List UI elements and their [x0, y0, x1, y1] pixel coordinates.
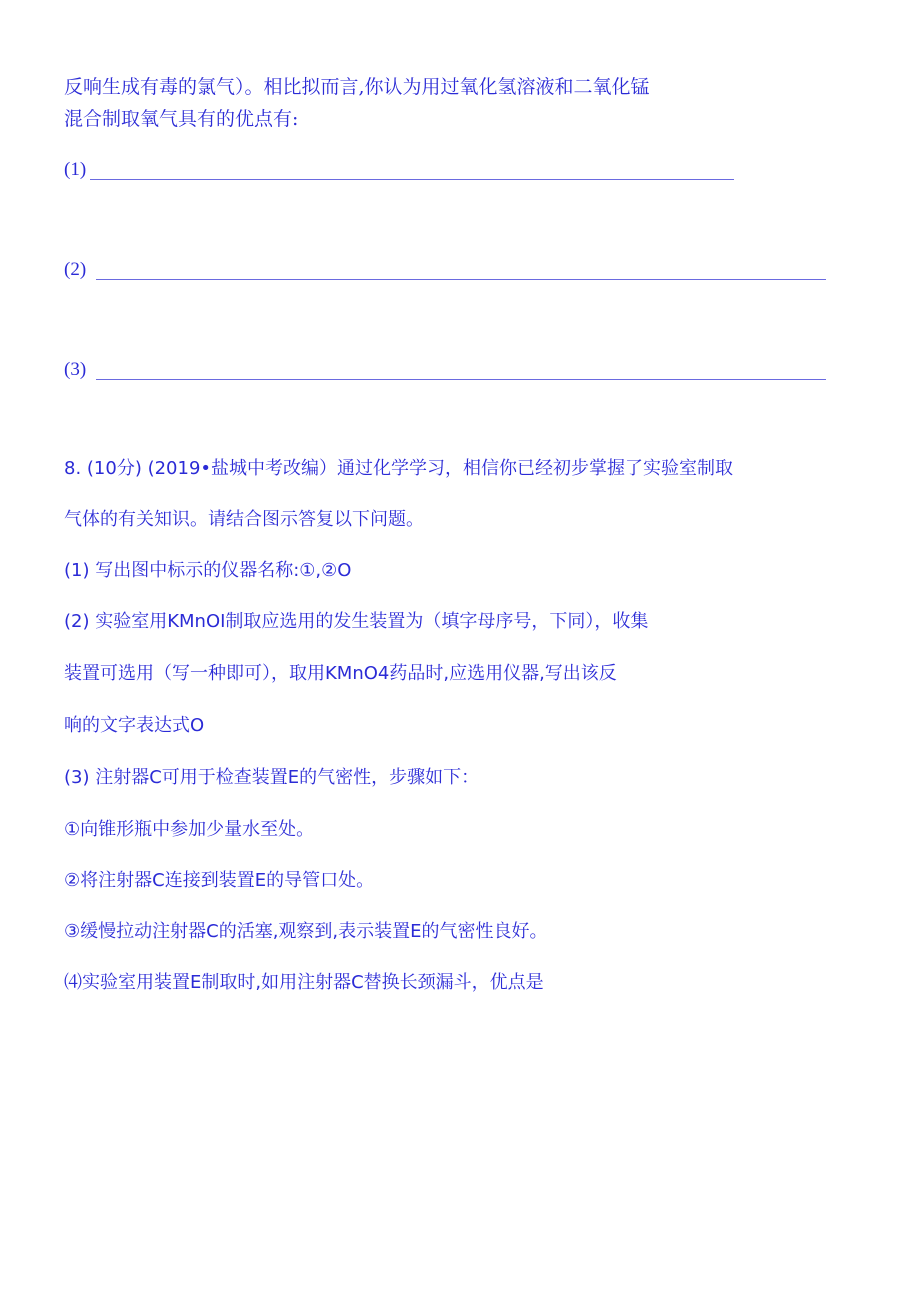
answer-blank-underline	[90, 165, 734, 180]
question-8-step-1: ①向锥形瓶中参加少量水至处。	[64, 819, 315, 840]
question-8-part-2-line-2: 装置可选用（写一种即可），取用KMnO4药品时,应选用仪器,写出该反	[64, 663, 617, 684]
answer-blank-1	[64, 158, 734, 182]
question-8-part-2-line-1: (2) 实验室用KMnOI制取应选用的发生装置为（填字母序号，下同），收集	[64, 611, 649, 632]
answer-blank-3	[64, 358, 826, 382]
question-8-step-2: ②将注射器C连接到装置E的导管口处。	[64, 870, 375, 891]
question-8-part-1: (1) 写出图中标示的仪器名称:①,②O	[64, 560, 352, 581]
answer-blank-underline	[96, 265, 826, 280]
intro-line-1: 反响生成有毒的氯气）。相比拟而言,你认为用过氧化氢溶液和二氧化锰	[64, 76, 650, 98]
question-8-part-2-line-3: 响的文字表达式O	[64, 715, 205, 736]
question-8-header-cont: 气体的有关知识。请结合图示答复以下问题。	[64, 509, 424, 530]
question-8-part-3: (3) 注射器C可用于检查装置E的气密性，步骤如下：	[64, 767, 480, 788]
question-8-header: 8. (10分) (2019•盐城中考改编）通过化学学习，相信你已经初步掌握了实验室制取	[64, 458, 734, 479]
answer-blank-label: (3)	[64, 359, 87, 380]
answer-blank-label: (1)	[64, 159, 87, 180]
question-8-part-4: ⑷实验室用装置E制取时,如用注射器C替换长颈漏斗，优点是	[64, 972, 544, 993]
question-8-step-3: ③缓慢拉动注射器C的活塞,观察到,表示装置E的气密性良好。	[64, 921, 548, 942]
answer-blank-label: (2)	[64, 259, 87, 280]
answer-blank-underline	[96, 365, 826, 380]
intro-line-2: 混合制取氧气具有的优点有:	[64, 108, 299, 130]
answer-blank-2	[64, 258, 826, 282]
